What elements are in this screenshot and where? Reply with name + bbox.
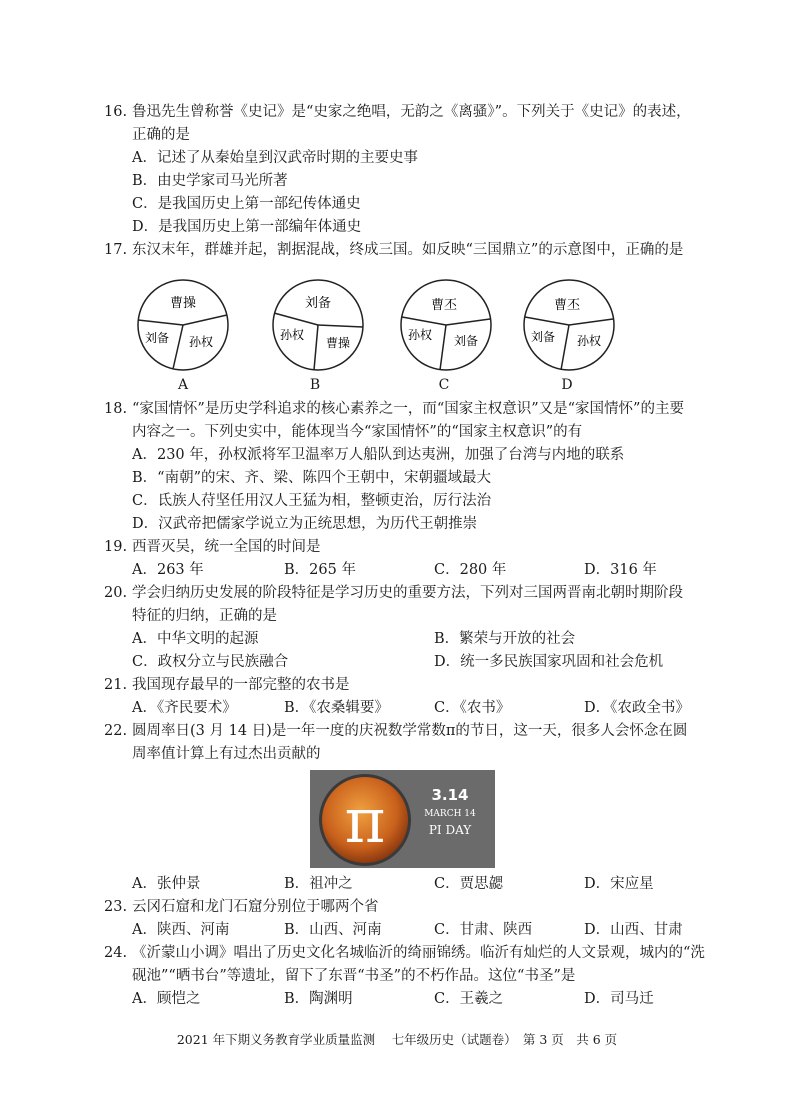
question-stem: 《沂蒙山小调》唱出了历史文化名城临沂的绮丽锦绣。临沂有灿烂的人文景观，城内的“洗 砚池”“晒书台”等遗址，留下了东晋“书圣”的不朽作品。这位“书圣”是 [132,945,705,984]
option-b[interactable]: B．“南朝”的宋、齐、梁、陈四个王朝中，宋朝疆域最大 [132,470,491,486]
question-stem: 我国现存最早的一部完整的农书是 [132,677,350,693]
question-number: 24. [104,945,128,961]
option-d[interactable]: D．山西、甘肃 [584,922,683,938]
option-a[interactable]: A．记述了从秦始皇到汉武帝时期的主要史事 [132,150,418,166]
option-c[interactable]: C．政权分立与民族融合 [132,654,289,670]
option-d[interactable]: D．是我国历史上第一部编年体通史 [132,219,362,235]
option-d[interactable]: D．《农政全书》 [584,700,690,716]
pi-date: 3.14 [431,786,469,804]
option-c[interactable]: C．贾思勰 [434,876,504,892]
option-d[interactable]: D．司马迁 [584,991,654,1007]
region-right: 曹操 [325,336,351,350]
question-21 [104,674,704,697]
region-left: 刘备 [530,330,556,344]
three-kingdoms-diagram-a[interactable] [135,277,231,373]
question-18 [104,398,704,444]
question-23 [104,896,704,919]
three-kingdoms-diagram-d[interactable] [521,277,617,373]
question-24 [104,942,704,988]
option-a[interactable]: A．张仲景 [132,876,201,892]
region-right: 孙权 [188,335,214,349]
option-b[interactable]: B．祖冲之 [284,876,353,892]
pi-title: PI DAY [428,823,472,837]
option-c[interactable]: C．王羲之 [434,991,504,1007]
option-a[interactable]: A．顾恺之 [132,991,201,1007]
region-left: 孙权 [407,328,433,342]
option-row [132,193,692,216]
region-left: 刘备 [144,331,170,345]
question-20 [104,582,704,628]
question-stem: 学会归纳历史发展的阶段特征是学习历史的重要方法，下列对三国两晋南北朝时期阶段 特征的归纳，正确的是 [132,585,683,624]
option-c[interactable]: C．《农书》 [434,700,511,716]
option-b[interactable]: B．山西、河南 [284,922,382,938]
option-a[interactable]: A．中华文明的起源 [132,631,259,647]
diagram-label-d: D [561,377,573,393]
option-d[interactable]: D．316 年 [584,562,657,578]
option-b[interactable]: B．繁荣与开放的社会 [434,631,576,647]
option-c[interactable]: C．甘肃、陕西 [434,922,533,938]
question-number: 19. [104,539,128,555]
question-stem: 云冈石窟和龙门石窟分别位于哪两个省 [132,899,379,915]
question-number: 16. [104,104,128,120]
option-b[interactable]: B．陶渊明 [284,991,353,1007]
pi-day-image [310,770,495,868]
region-top: 曹丕 [430,298,458,313]
three-kingdoms-diagram-b[interactable] [270,277,366,373]
region-top: 曹丕 [553,298,581,313]
diagram-label-c: C [438,377,450,393]
option-c[interactable]: C．氐族人苻坚任用汉人王猛为相，整顿吏治，厉行法治 [132,493,492,509]
question-stem: 东汉末年，群雄并起，割据混战，终成三国。如反映“三国鼎立”的示意图中，正确的是 [132,242,684,258]
option-a[interactable]: A．230 年，孙权派将军卫温率万人船队到达夷洲，加强了台湾与内地的联系 [132,447,625,463]
question-number: 20. [104,585,128,601]
question-stem: 圆周率日(3 月 14 日)是一年一度的庆祝数学常数π的节日，这一天，很多人会怀念在圆 周率值计算上有过杰出贡献的 [132,723,688,762]
three-kingdoms-diagram-c[interactable] [398,277,494,373]
option-c[interactable]: C．是我国历史上第一部纪传体通史 [132,196,361,212]
region-top: 曹操 [169,296,197,311]
question-number: 22. [104,723,128,739]
option-c[interactable]: C．280 年 [434,562,507,578]
option-row [132,147,692,170]
option-b[interactable]: B．由史学家司马光所著 [132,173,288,189]
option-d[interactable]: D．汉武帝把儒家学说立为正统思想，为历代王朝推崇 [132,516,478,532]
question-17 [104,239,704,262]
question-number: 18. [104,401,128,417]
pi-day-graphic [310,770,495,868]
option-b[interactable]: B．265 年 [284,562,356,578]
question-stem: 西晋灭吴，统一全国的时间是 [132,539,321,555]
diagram-label-b: B [309,377,321,393]
question-19 [104,536,704,559]
option-a[interactable]: A．《齐民要术》 [132,700,237,716]
option-a[interactable]: A．263 年 [132,562,204,578]
option-b[interactable]: B．《农桑辑要》 [284,700,389,716]
region-left: 孙权 [279,328,305,342]
question-number: 23. [104,899,128,915]
option-row [132,170,692,193]
region-top: 刘备 [304,296,332,311]
pi-symbol: π [344,784,386,857]
question-stem: 鲁迅先生曾称誉《史记》是“史家之绝唱，无韵之《离骚》”。下列关于《史记》的表述， 正确的是 [132,104,691,143]
option-d[interactable]: D．统一多民族国家巩固和社会危机 [434,654,664,670]
question-number: 17. [104,242,128,258]
region-right: 孙权 [576,334,602,348]
question-22 [104,720,704,766]
question-number: 21. [104,677,128,693]
region-right: 刘备 [453,334,479,348]
question-16 [104,101,704,147]
option-d[interactable]: D．宋应星 [584,876,654,892]
pi-month: MARCH 14 [424,809,476,819]
option-row [132,216,692,239]
option-a[interactable]: A．陕西、河南 [132,922,230,938]
question-stem: “家国情怀”是历史学科追求的核心素养之一，而“国家主权意识”又是“家国情怀”的主要 内容之一。下列史实中，能体现当今“家国情怀”的“国家主权意识”的有 [132,401,684,440]
page-footer: 2021 年下期义务教育学业质量监测 七年级历史（试题卷） 第 3 页 共 6 页 [176,1032,618,1047]
diagram-label-a: A [177,377,189,393]
